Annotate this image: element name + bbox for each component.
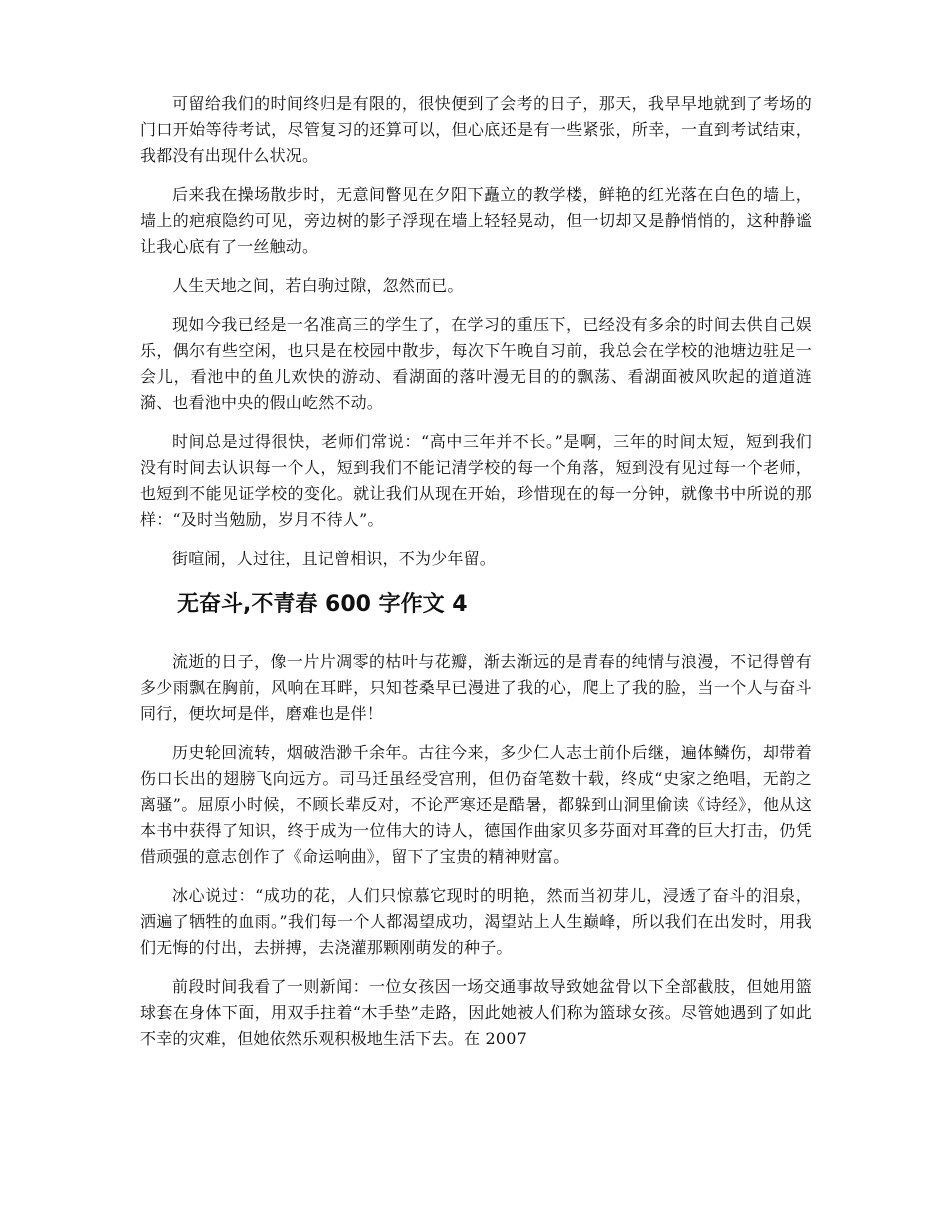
paragraph: 历史轮回流转，烟破浩渺千余年。古往今来，多少仁人志士前仆后继，遍体鳞伤，却带着伤口长出的翅膀飞向远方。司马迁虽经受宫刑，但仍奋笔数十载，终成“史家之绝唱，无韵之离骚”。屈原小时候，不顾长辈反对，不论严寒还是酷暑，都躲到山洞里偷读《诗经》，他从这本书中获得了知识，终于成为一位伟大的诗人，德国作曲家贝多芬面对耳聋的巨大打击，仍凭借顽强的意志创作了《命运响曲》，留下了宝贵的精神财富。 (140, 743, 812, 866)
document-body (140, 91, 812, 1065)
paragraph: 冰心说过：“成功的花，人们只惊慕它现时的明艳，然而当初芽儿，浸透了奋斗的泪泉，洒遍了牺牲的血雨。”我们每一个人都渴望成功，渴望站上人生巅峰，所以我们在出发时，用我们无悔的付出，去拼搏，去浇灌那颗刚萌发的种子。 (140, 886, 812, 957)
paragraph: 时间总是过得很快，老师们常说：“高中三年并不长。”是啊，三年的时间太短，短到我们没有时间去认识每一个人，短到我们不能记清学校的每一个角落，短到没有见过每一个老师，也短到不能见证学校的变化。就让我们从现在开始，珍惜现在的每一分钟，就像书中所说的那样：“及时当勉励，岁月不待人”。 (140, 432, 812, 529)
paragraph: 前段时间我看了一则新闻：一位女孩因一场交通事故导致她盆骨以下全部截肢，但她用篮球套在身体下面，用双手拄着“木手垫”走路，因此她被人们称为篮球女孩。尽管她遇到了如此不幸的灾难，但她依然乐观积极地生活下去。在 2007 (140, 977, 812, 1048)
paragraph: 后来我在操场散步时，无意间瞥见在夕阳下矗立的教学楼，鲜艳的红光落在白色的墙上，墙上的疤痕隐约可见，旁边树的影子浮现在墙上轻轻晃动，但一切却又是静悄悄的，这种静谧让我心底有了一丝触动。 (140, 185, 812, 256)
paragraph: 人生天地之间，若白驹过隙，忽然而已。 (172, 276, 464, 295)
paragraph: 可留给我们的时间终归是有限的，很快便到了会考的日子，那天，我早早地就到了考场的门口开始等待考试，尽管复习的还算可以，但心底还是有一些紧张，所幸，一直到考试结束，我都没有出现什么状况。 (140, 94, 812, 165)
paragraph: 街喧闹，人过往，且记曾相识，不为少年留。 (172, 549, 497, 568)
section-heading: 无奋斗,不青春 600 字作文 4 (177, 592, 468, 617)
paragraph: 现如今我已经是一名准高三的学生了，在学习的重压下，已经没有多余的时间去供自己娱乐，偶尔有些空闲，也只是在校园中散步，每次下午晚自习前，我总会在学校的池塘边驻足一会儿，看池中的鱼儿欢快的游动、看湖面的落叶漫无目的的飘荡、看湖面被风吹起的道道涟漪、也看池中央的假山屹然不动。 (140, 315, 812, 412)
paragraph: 流逝的日子，像一片片凋零的枯叶与花瓣，渐去渐远的是青春的纯情与浪漫，不记得曾有多少雨飘在胸前，风响在耳畔，只知苍桑早已漫进了我的心，爬上了我的脸，当一个人与奋斗同行，便坎坷是伴，磨难也是伴！ (140, 652, 812, 723)
